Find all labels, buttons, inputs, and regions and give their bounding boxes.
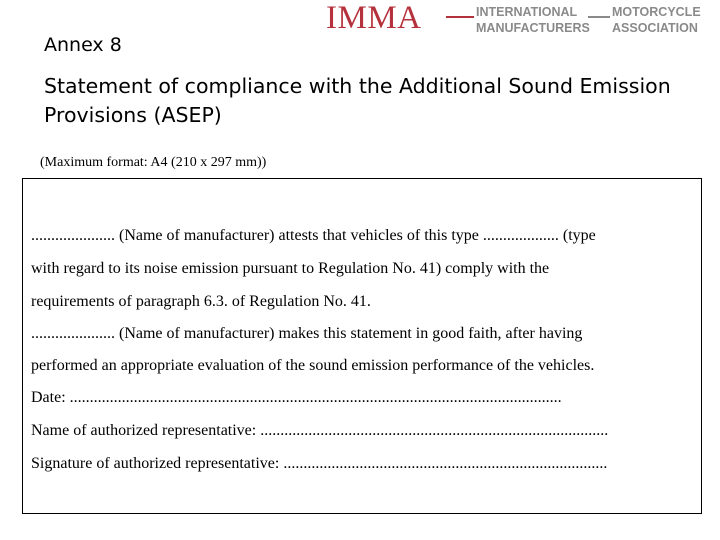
- logo-word: ASSOCIATION: [612, 21, 698, 35]
- logo-mark: IMMA: [326, 0, 422, 36]
- statement-line: with regard to its noise emission pursuant to Regulation No. 41) comply with the: [31, 260, 550, 277]
- logo-rule-red: [446, 16, 474, 18]
- imma-logo: [326, 2, 706, 38]
- statement-line: ..................... (Name of manufacturer) makes this statement in good faith, after having: [31, 325, 583, 342]
- logo-rule-grey: [588, 16, 610, 18]
- statement-line: performed an appropriate evaluation of the sound emission performance of the vehicles.: [31, 357, 595, 374]
- annex-label: Annex 8: [44, 34, 122, 56]
- logo-word: MANUFACTURERS: [476, 21, 590, 35]
- representative-signature-field: Signature of authorized representative: .................................................................................: [31, 455, 608, 472]
- date-field: Date: ...........................................................................................................................: [31, 389, 562, 406]
- statement-box: [22, 178, 702, 514]
- format-note: (Maximum format: A4 (210 x 297 mm)): [40, 155, 267, 170]
- statement-line: ..................... (Name of manufacturer) attests that vehicles of this type ................... (type: [31, 227, 596, 244]
- logo-word: MOTORCYCLE: [612, 5, 701, 19]
- logo-words-right: [612, 4, 708, 36]
- logo-words-left: [476, 4, 608, 36]
- statement-line: requirements of paragraph 6.3. of Regulation No. 41.: [31, 293, 371, 310]
- logo-word: INTERNATIONAL: [476, 5, 578, 19]
- page-title: Statement of compliance with the Additional Sound Emission Provisions (ASEP): [44, 74, 671, 127]
- representative-name-field: Name of authorized representative: .......................................................................................: [31, 422, 609, 439]
